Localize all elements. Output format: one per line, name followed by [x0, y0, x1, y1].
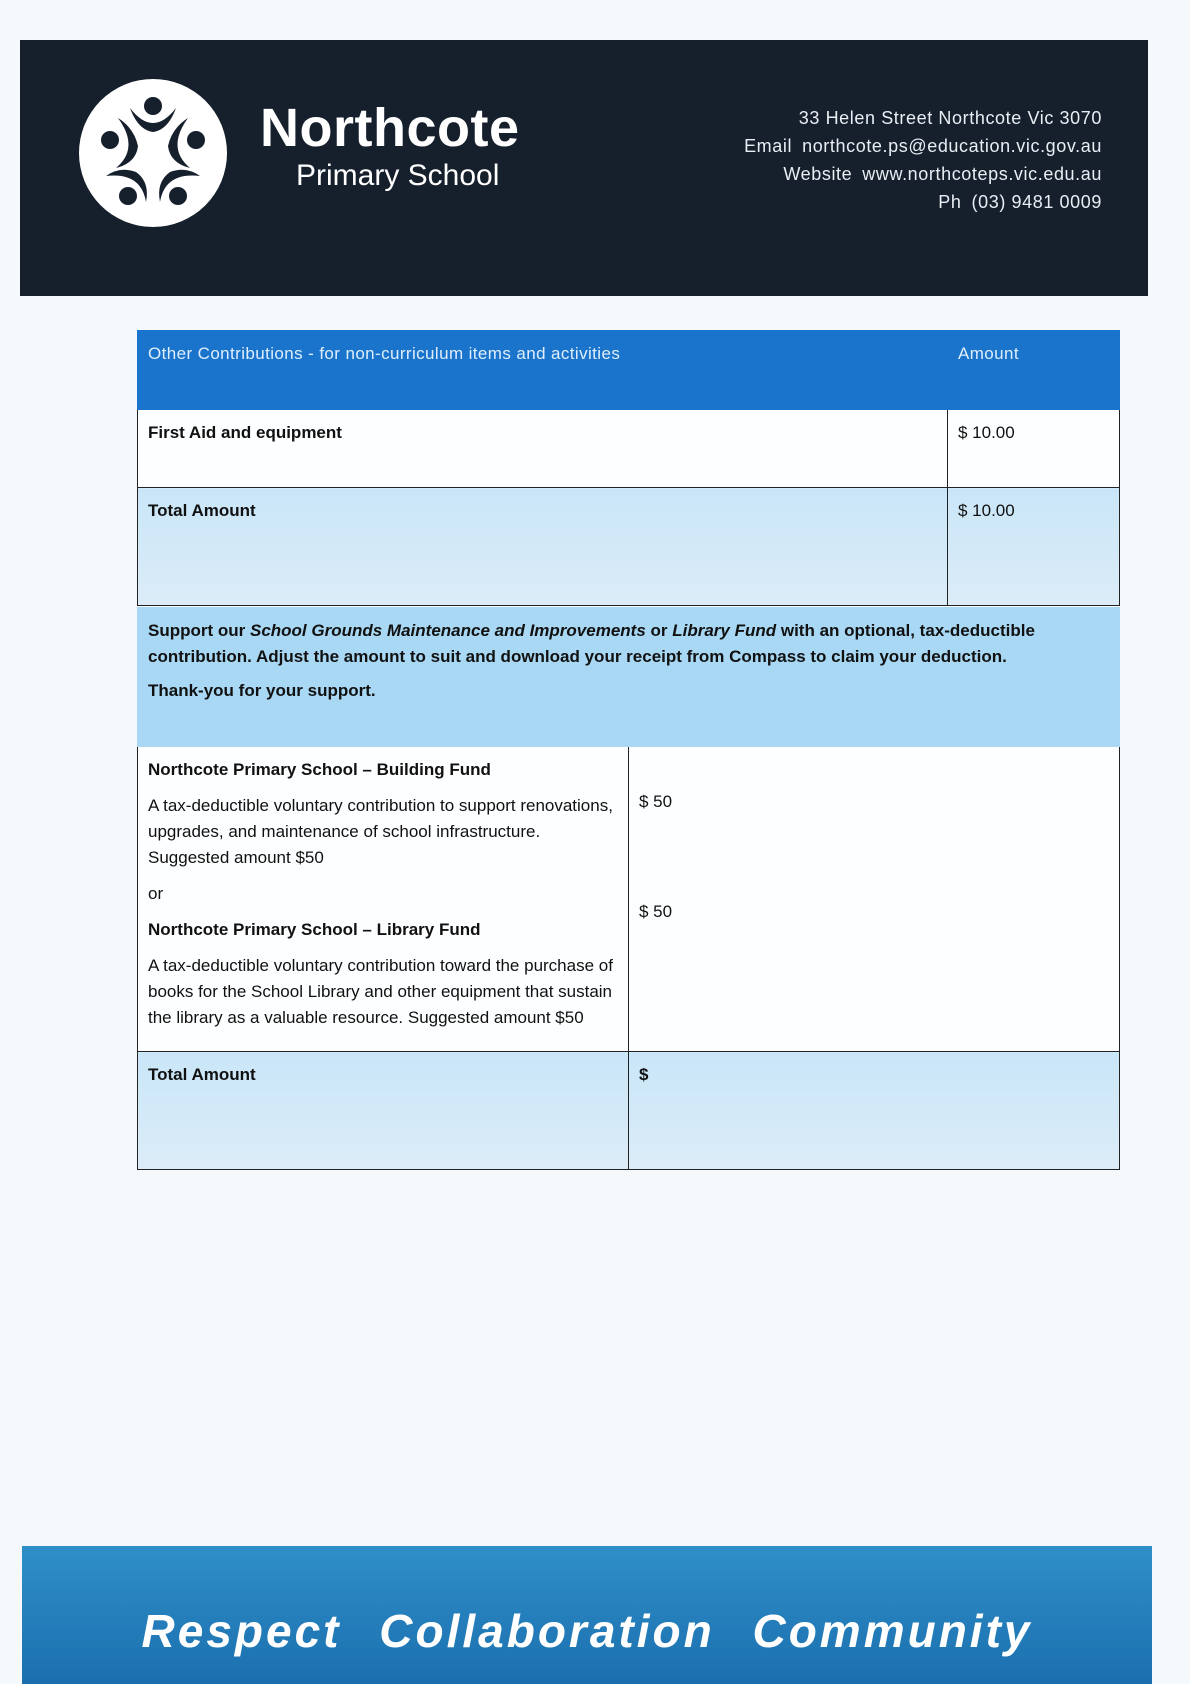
fund-name-library: Library Fund — [672, 621, 777, 640]
funds-row — [138, 747, 1120, 1052]
or-text: or — [148, 884, 164, 903]
library-fund-desc: A tax-deductible voluntary contribution toward the purchase of books for the School Library and other equipment that sustain the library as a valuable resource. Suggested amount $50 — [148, 956, 613, 1027]
support-thanks: Thank-you for your support. — [148, 681, 376, 700]
phone-number: (03) 9481 0009 — [971, 192, 1102, 212]
funds-description — [138, 747, 629, 1052]
building-fund-title: Northcote Primary School – Building Fund — [148, 760, 491, 779]
building-fund-amount[interactable]: $ 50 — [639, 792, 673, 811]
item-description: First Aid and equipment — [138, 410, 948, 488]
funds-total-label: Total Amount — [138, 1052, 629, 1170]
funds-amounts — [629, 747, 1120, 1052]
school-motto: Respect Collaboration Community — [141, 1605, 1033, 1657]
funds-total-row — [138, 1052, 1120, 1170]
fund-name-grounds: School Grounds Maintenance and Improvements — [249, 621, 646, 640]
table-header-row — [138, 331, 1120, 410]
item-amount: $ 10.00 — [948, 410, 1120, 488]
header-description: Other Contributions - for non-curriculum items and activities — [138, 331, 948, 410]
address: 33 Helen Street Northcote Vic 3070 — [798, 108, 1102, 128]
support-lead: Support our — [148, 621, 250, 640]
total-row — [138, 488, 1120, 606]
school-logo-icon — [78, 78, 228, 228]
library-fund-title: Northcote Primary School – Library Fund — [148, 920, 481, 939]
email-link[interactable]: northcote.ps@education.vic.gov.au — [802, 136, 1102, 156]
support-rest: with an optional, tax-deductible contribution. Adjust the amount to suit and download your receipt from Compass to claim your deduction. — [148, 621, 1035, 666]
footer-banner — [22, 1546, 1152, 1684]
email-label: Email — [744, 136, 793, 156]
table-row — [138, 410, 1120, 488]
total-label: Total Amount — [138, 488, 948, 606]
letterhead — [20, 40, 1148, 296]
support-banner — [138, 608, 1120, 747]
funds-total-amount[interactable]: $ — [629, 1052, 1120, 1170]
website-link[interactable]: www.northcoteps.vic.edu.au — [862, 164, 1102, 184]
total-amount: $ 10.00 — [948, 488, 1120, 606]
building-fund-desc: A tax-deductible voluntary contribution to support renovations, upgrades, and maintenance of school infrastructure. Suggested amount $50 — [148, 796, 613, 867]
website-label: Website — [783, 164, 853, 184]
contact-block — [744, 104, 1102, 216]
contributions-table — [137, 330, 1120, 606]
header-amount: Amount — [948, 331, 1120, 410]
school-subtitle: Primary School — [296, 159, 500, 192]
support-or: or — [645, 621, 673, 640]
funds-table — [137, 607, 1120, 1170]
school-name: Northcote — [260, 98, 520, 158]
support-message — [138, 608, 1120, 747]
library-fund-amount[interactable]: $ 50 — [639, 902, 673, 921]
phone-label: Ph — [938, 192, 962, 212]
